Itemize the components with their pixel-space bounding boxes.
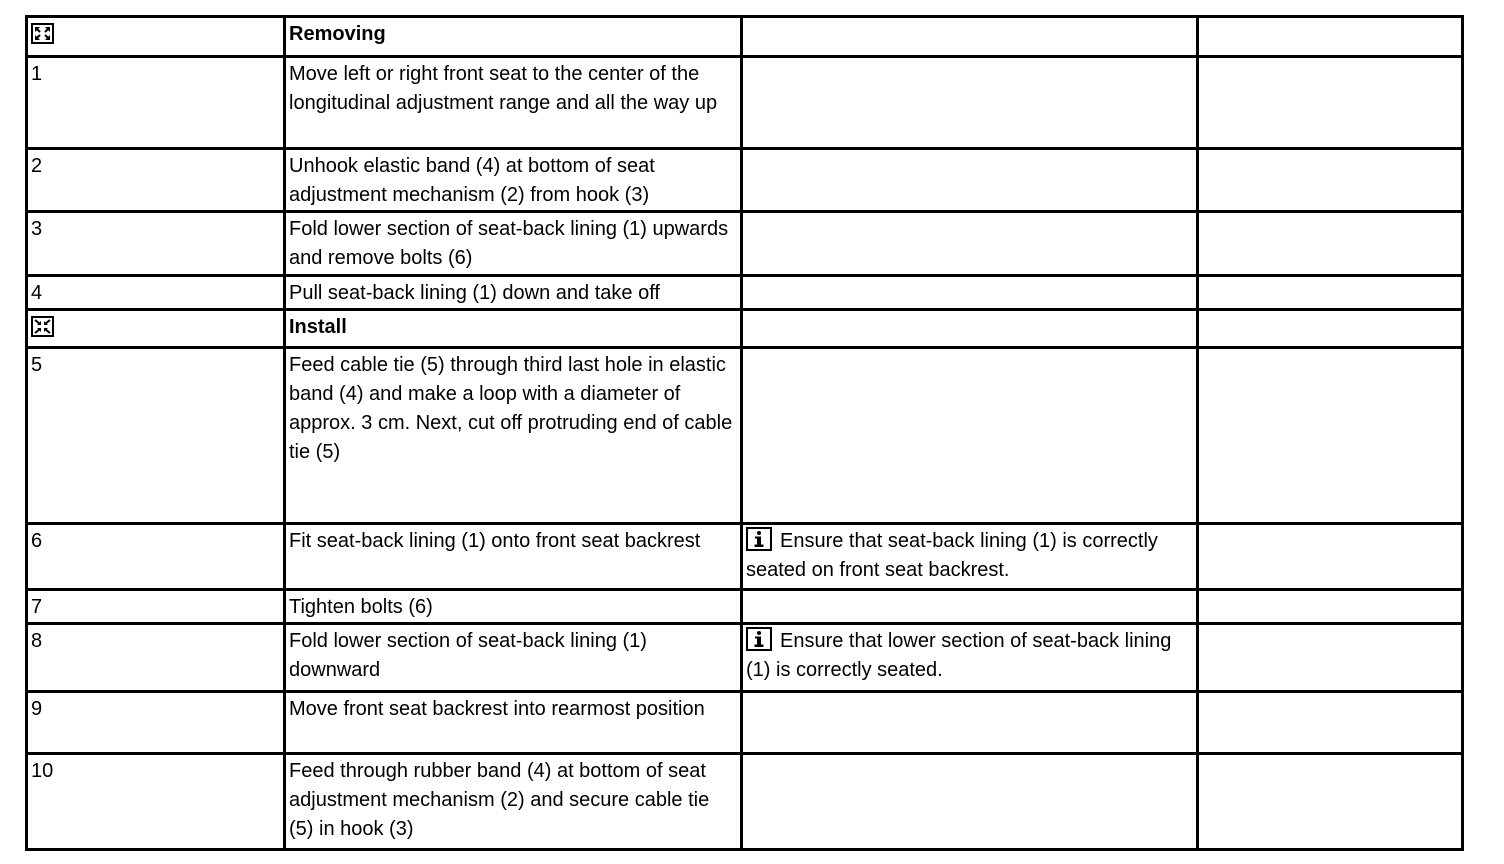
empty-cell (1198, 524, 1463, 590)
note-cell (742, 692, 1198, 754)
empty-cell (1198, 17, 1463, 57)
note-cell (742, 310, 1198, 348)
action-cell (285, 348, 742, 524)
procedure-table-body (27, 17, 1463, 850)
step-number: 5 (31, 354, 43, 376)
step-number: 2 (31, 155, 43, 177)
action-cell (285, 212, 742, 276)
table-row (27, 524, 1463, 590)
action-cell (285, 524, 742, 590)
empty-cell (1198, 310, 1463, 348)
step-cell (27, 212, 285, 276)
step-number: 6 (31, 530, 43, 552)
section-title: Install (289, 316, 347, 338)
note-text: Ensure that lower section of seat-back lining (1) is correctly seated. (746, 630, 1172, 681)
step-number: 1 (31, 63, 43, 85)
action-text: Fold lower section of seat-back lining (1) upwards and remove bolts (6) (289, 218, 729, 269)
action-cell (285, 149, 742, 212)
section-title: Removing (289, 23, 386, 45)
note-cell (742, 624, 1198, 692)
table-row (27, 754, 1463, 850)
note-cell (742, 212, 1198, 276)
step-number: 8 (31, 630, 43, 652)
action-text: Tighten bolts (6) (289, 596, 433, 618)
table-row (27, 57, 1463, 149)
step-cell (27, 310, 285, 348)
collapse-arrows-icon (31, 316, 54, 337)
procedure-table (25, 15, 1464, 851)
step-number: 9 (31, 698, 43, 720)
step-cell (27, 149, 285, 212)
step-cell (27, 624, 285, 692)
action-cell (285, 692, 742, 754)
step-cell (27, 348, 285, 524)
table-row (27, 348, 1463, 524)
table-row (27, 212, 1463, 276)
step-number: 7 (31, 596, 43, 618)
empty-cell (1198, 276, 1463, 310)
action-cell (285, 276, 742, 310)
table-row (27, 624, 1463, 692)
action-text: Feed cable tie (5) through third last hole in elastic band (4) and make a loop with a diameter of approx. 3 cm. Next, cut off protruding end of cable tie (5) (289, 354, 733, 463)
action-text: Move left or right front seat to the center of the longitudinal adjustment range and all the way up (289, 63, 718, 114)
step-cell (27, 524, 285, 590)
table-row (27, 590, 1463, 624)
action-text: Fold lower section of seat-back lining (1) downward (289, 630, 647, 681)
table-row (27, 692, 1463, 754)
section-header-row (27, 310, 1463, 348)
note-cell (742, 754, 1198, 850)
step-number: 10 (31, 760, 54, 782)
note-cell (742, 149, 1198, 212)
step-cell (27, 17, 285, 57)
action-text: Unhook elastic band (4) at bottom of seat adjustment mechanism (2) from hook (3) (289, 155, 655, 206)
section-title-cell (285, 310, 742, 348)
action-cell (285, 624, 742, 692)
step-cell (27, 276, 285, 310)
empty-cell (1198, 57, 1463, 149)
action-cell (285, 590, 742, 624)
step-cell (27, 590, 285, 624)
note-cell (742, 524, 1198, 590)
empty-cell (1198, 590, 1463, 624)
table-row (27, 149, 1463, 212)
action-cell (285, 754, 742, 850)
step-cell (27, 692, 285, 754)
action-cell (285, 57, 742, 149)
empty-cell (1198, 149, 1463, 212)
info-icon (746, 527, 772, 551)
action-text: Move front seat backrest into rearmost position (289, 698, 705, 720)
empty-cell (1198, 754, 1463, 850)
note-cell (742, 276, 1198, 310)
step-number: 3 (31, 218, 43, 240)
action-text: Fit seat-back lining (1) onto front seat backrest (289, 530, 701, 552)
note-cell (742, 57, 1198, 149)
section-title-cell (285, 17, 742, 57)
note-cell (742, 590, 1198, 624)
step-cell (27, 754, 285, 850)
note-cell (742, 17, 1198, 57)
empty-cell (1198, 692, 1463, 754)
expand-arrows-icon (31, 23, 54, 44)
empty-cell (1198, 348, 1463, 524)
info-icon (746, 627, 772, 651)
action-text: Pull seat-back lining (1) down and take off (289, 282, 660, 304)
step-cell (27, 57, 285, 149)
table-row (27, 276, 1463, 310)
section-header-row (27, 17, 1463, 57)
note-cell (742, 348, 1198, 524)
action-text: Feed through rubber band (4) at bottom of seat adjustment mechanism (2) and secure cable tie (5) in hook (3) (289, 760, 710, 840)
step-number: 4 (31, 282, 43, 304)
empty-cell (1198, 212, 1463, 276)
note-text: Ensure that seat-back lining (1) is correctly seated on front seat backrest. (746, 530, 1158, 581)
empty-cell (1198, 624, 1463, 692)
